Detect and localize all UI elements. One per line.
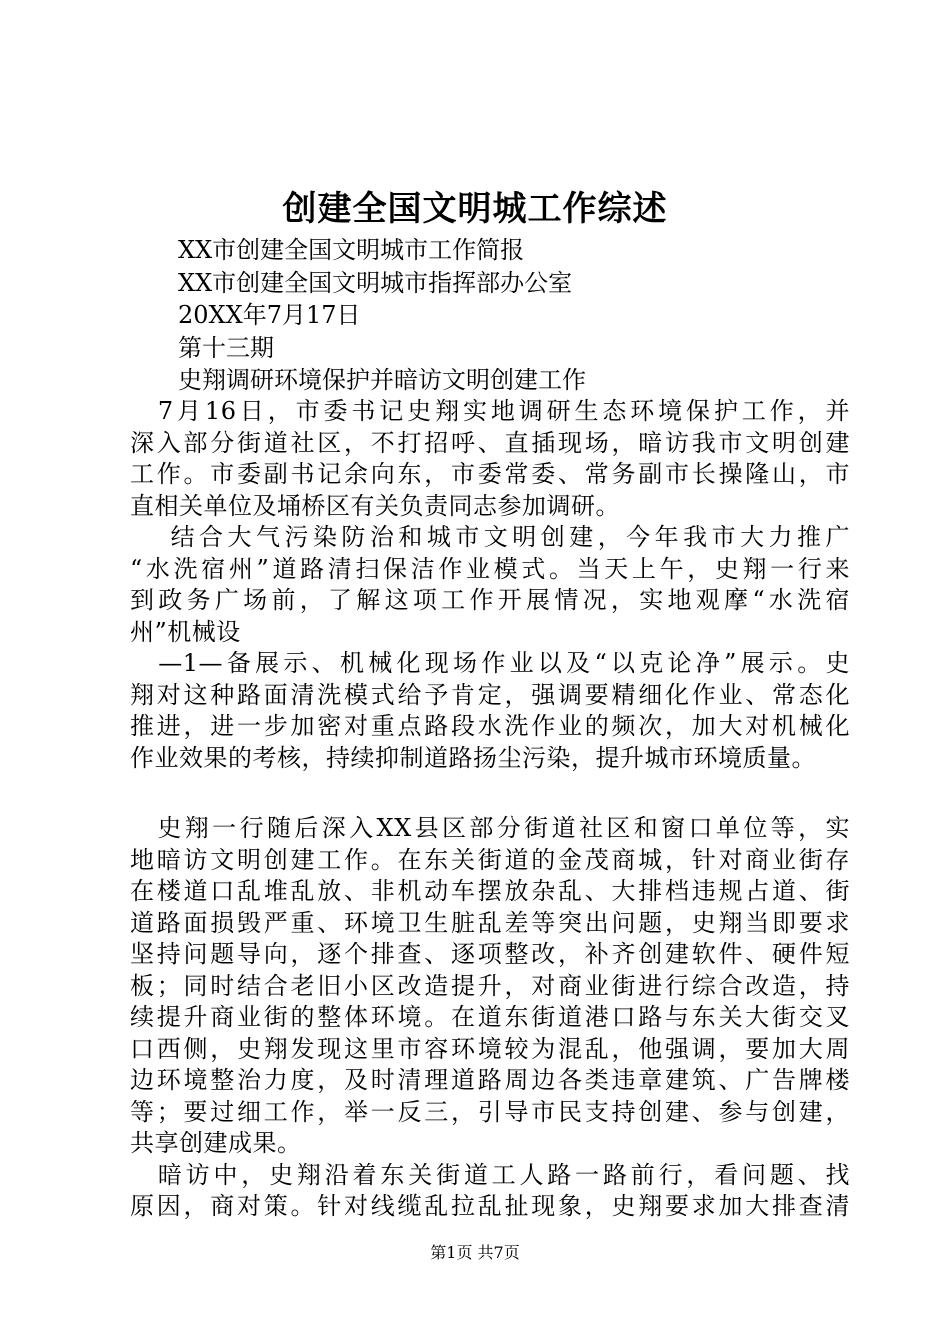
meta-line: XX市创建全国文明城市工作简报 bbox=[178, 236, 525, 264]
body-line: 在楼道口乱堆乱放、非机动车摆放杂乱、大排档违规占道、街 bbox=[130, 877, 850, 905]
body-line: —1—备展示、机械化现场作业以及“以克论净”展示。史 bbox=[130, 649, 850, 677]
meta-line: 史翔调研环境保护并暗访文明创建工作 bbox=[178, 366, 586, 394]
body-line: 共享创建成果。 bbox=[130, 1129, 302, 1157]
body-line: 深入部分街道社区，不打招呼、直插现场，暗访我市文明创建 bbox=[130, 428, 850, 457]
paragraph-gap bbox=[130, 774, 850, 813]
body-line: 7月16日，市委书记史翔实地调研生态环境保护工作，并 bbox=[130, 397, 850, 425]
body-line: 作业效果的考核，持续抑制道路扬尘污染，提升城市环境质量。 bbox=[130, 743, 816, 772]
meta-line: 第十三期 bbox=[178, 333, 274, 362]
body-line: 翔对这种路面清洗模式给予肯定，强调要精细化作业、常态化 bbox=[130, 680, 850, 709]
body-line: 原因，商对策。针对线缆乱拉乱扯现象，史翔要求加大排查清 bbox=[130, 1192, 850, 1220]
meta-line: 20XX年7月17日 bbox=[178, 301, 361, 329]
body-line: 推进，进一步加密对重点路段水洗作业的频次，加大对机械化 bbox=[130, 712, 850, 740]
document-title: 创建全国文明城工作综述 bbox=[282, 189, 668, 229]
body-line: 结合大气污染防治和城市文明创建，今年我市大力推广 bbox=[130, 523, 850, 551]
body-line: 州”机械设 bbox=[130, 617, 241, 646]
body-line: 暗访中，史翔沿着东关街道工人路一路前行，看问题、找 bbox=[130, 1160, 850, 1189]
page-number-footer: 第1页 共7页 bbox=[430, 1243, 520, 1262]
body-line: 直相关单位及埇桥区有关负责同志参加调研。 bbox=[130, 491, 620, 520]
document-meta bbox=[178, 234, 858, 397]
body-line: 板；同时结合老旧小区改造提升，对商业街进行综合改造，持 bbox=[130, 971, 850, 1000]
document-body bbox=[130, 396, 850, 1223]
meta-line: XX市创建全国文明城市指挥部办公室 bbox=[178, 268, 573, 297]
body-line: 地暗访文明创建工作。在东关街道的金茂商城，针对商业街存 bbox=[130, 845, 850, 874]
body-line: 到政务广场前，了解这项工作开展情况，实地观摩“水洗宿 bbox=[130, 586, 850, 614]
body-line: 史翔一行随后深入XX县区部分街道社区和窗口单位等，实 bbox=[130, 814, 850, 842]
body-line: 坚持问题导向，逐个排查、逐项整改，补齐创建软件、硬件短 bbox=[130, 940, 850, 968]
body-line: 口西侧，史翔发现这里市容环境较为混乱，他强调，要加大周 bbox=[130, 1034, 850, 1063]
body-line: 道路面损毁严重、环境卫生脏乱差等突出问题，史翔当即要求 bbox=[130, 908, 850, 937]
body-line: 工作。市委副书记余向东，市委常委、常务副市长操隆山，市 bbox=[130, 460, 850, 488]
body-line: “水洗宿州”道路清扫保洁作业模式。当天上午，史翔一行来 bbox=[130, 554, 850, 583]
body-line: 边环境整治力度，及时清理道路周边各类违章建筑、广告牌楼 bbox=[130, 1066, 850, 1094]
body-line: 续提升商业街的整体环境。在道东街道港口路与东关大街交叉 bbox=[130, 1003, 850, 1031]
body-line: 等；要过细工作，举一反三，引导市民支持创建、参与创建， bbox=[130, 1097, 850, 1126]
